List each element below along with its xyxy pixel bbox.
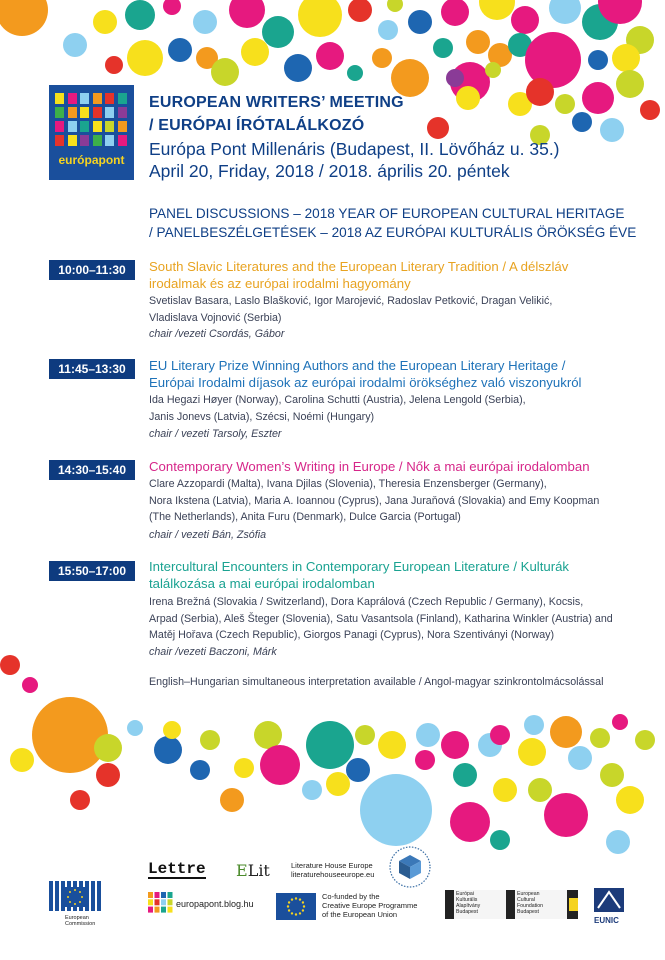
interpretation-note: English–Hungarian simultaneous interpretation available / Angol-magyar szinkrontolmácsolással [149,676,604,688]
logo-square [80,107,89,118]
logo-square [93,135,102,146]
eu-star [288,909,290,911]
europapont-blog-link[interactable]: europapont.blog.hu [176,899,254,909]
eu-flag-icon [276,893,316,920]
decorative-dot [347,65,363,81]
decorative-dot [284,54,312,82]
logo-square [80,121,89,132]
decorative-dot [163,0,181,15]
logo-square [93,121,102,132]
mini-logo-square [161,892,166,898]
mini-logo-square [155,892,160,898]
decorative-dot [168,38,192,62]
eunic-label: EUNIC [594,916,619,925]
decorative-dot [254,721,282,749]
decorative-dot [550,716,582,748]
decorative-dot [616,786,644,814]
event-title-hu: / EURÓPAI ÍRÓTALÁLKOZÓ [149,117,365,134]
mini-logo-square [155,907,160,913]
logo-color-grid [55,93,128,149]
session-time-badge: 11:45–13:30 [49,359,135,379]
session-title: Intercultural Encounters in Contemporary European Literature / Kulturák találkozása a mai európai irodalomban [149,559,570,591]
logo-square [105,107,114,118]
logo-square [55,121,64,132]
decorative-dot [96,763,120,787]
decorative-dot [588,50,608,70]
decorative-dot [416,723,440,747]
logo-square [68,107,77,118]
decorative-dot [326,772,350,796]
decorative-dot [612,44,640,72]
event-date: April 20, Friday, 2018 / 2018. április 20. péntek [149,161,510,181]
session-title: EU Literary Prize Winning Authors and the European Literary Heritage / Európai Irodalmi díjasok az európai irodalmi örökséghez való viszonyukról [149,358,582,390]
lettre-logo: Lettre [148,860,206,878]
mini-logo-square [148,899,153,905]
decorative-dot [70,790,90,810]
logo-square [55,93,64,104]
decorative-dot [316,42,344,70]
decorative-dot [590,728,610,748]
session-speakers: Irena Brežná (Slovakia / Switzerland), Dora Kaprálová (Czech Republic / Germany), Kocsis, Arpad (Serbia), Aleš Šteger (Slovenia), Satu Vasantsola (Finland), Katharina Winkler (Austria) and Matěj Hořava (Czech Republic), Giorgos Panagi (Cyprus), Nora Szentiványi (Norway) [149,596,613,641]
decorative-dot [127,720,143,736]
mini-logo-square [148,907,153,913]
mini-logo-square [168,892,173,898]
decorative-dot [93,10,117,34]
decorative-dot [260,745,300,785]
session-title: South Slavic Literatures and the European Literary Tradition / A délszláv irodalmak és az európai irodalmi hagyomány [149,259,569,291]
decorative-dot [456,86,480,110]
mini-logo-square [161,899,166,905]
decorative-dot [415,750,435,770]
decorative-dot [525,32,581,88]
decorative-dot [511,6,539,34]
decorative-dot [524,715,544,735]
decorative-dot [600,118,624,142]
decorative-dot [490,725,510,745]
panel-heading-hu: / PANELBESZÉLGETÉSEK – 2018 AZ EURÓPAI KULTURÁLIS ÖRÖKSÉG ÉVE [149,225,637,240]
decorative-dot [154,736,182,764]
eu-star [291,912,293,914]
logo-square [118,121,127,132]
eunic-logo-icon [594,888,624,912]
session-chair: chair /vezeti Csordás, Gábor [149,328,285,340]
decorative-dot [63,33,87,57]
round-emblem-logo [388,845,432,889]
decorative-dot [241,38,269,66]
logo-square [68,135,77,146]
decorative-dot [105,56,123,74]
decorative-dot [163,721,181,739]
decorative-dot [450,802,490,842]
session-speakers: Clare Azzopardi (Malta), Ivana Djilas (Slovenia), Theresia Enzensberger (Germany), Nora Ikstena (Latvia), Maria A. Ioannou (Cyprus), Jana Juraňová (Slovakia) and Emy Koopman (The Netherlands), Anita Furu (Denmark), Dulce Garcia (Portugal) [149,478,600,523]
logo-square [118,135,127,146]
logo-square [68,93,77,104]
mini-logo-square [168,899,173,905]
mini-logo-square [161,907,166,913]
decorative-dot [306,721,354,769]
decorative-dot [518,738,546,766]
decorative-dot [427,117,449,139]
decorative-dot [234,758,254,778]
decorative-dot [582,82,614,114]
session-chair: chair /vezeti Baczoni, Márk [149,646,277,658]
eu-star [299,898,301,900]
decorative-dot [262,16,294,48]
eu-star [299,912,301,914]
decorative-dot [408,10,432,34]
ec-caption: European Commission [65,915,96,927]
decorative-dot [616,70,644,98]
decorative-dot [555,94,575,114]
eu-star [302,901,304,903]
decorative-dot [446,69,464,87]
decorative-dot [190,760,210,780]
logo-square [118,107,127,118]
eu-star [295,913,297,915]
decorative-dot [600,763,624,787]
decorative-dot [0,0,48,36]
eu-star [288,901,290,903]
decorative-dot [346,758,370,782]
session-time-badge: 15:50–17:00 [49,561,135,581]
decorative-dot [526,78,554,106]
decorative-dot [549,0,581,24]
eu-star [291,898,293,900]
logo-square [80,135,89,146]
eu-star [295,897,297,899]
literature-house-text: Literature House Europe literaturehouseeurope.eu [291,861,375,879]
decorative-dot [94,734,122,762]
decorative-dot [441,0,469,26]
decorative-dot [360,774,432,846]
panel-heading-en: PANEL DISCUSSIONS – 2018 YEAR OF EUROPEAN CULTURAL HERITAGE [149,206,625,221]
decorative-dot [22,677,38,693]
mini-logo-square [148,892,153,898]
decorative-dot [640,100,660,120]
decorative-dot [493,778,517,802]
event-title-en: EUROPEAN WRITERS’ MEETING [149,94,404,111]
co-funded-text: Co-funded by the Creative Europe Programme of the European Union [322,892,418,919]
logo-square [55,107,64,118]
logo-square [93,107,102,118]
decorative-dot [635,730,655,750]
decorative-dot [466,30,490,54]
mini-logo-square [155,899,160,905]
logo-square [105,93,114,104]
europapont-logo [49,85,134,180]
europapont-small-logo [148,892,174,914]
eu-star [303,905,305,907]
logo-square [55,135,64,146]
logo-wordmark: európapont [58,153,125,167]
decorative-dot [490,830,510,850]
cultural-foundation-logo: Európai Kulturális Alapítvány Budapest European Cultural Foundation Budapest [445,890,578,919]
decorative-dot [572,112,592,132]
session-chair: chair / vezeti Tarsoly, Eszter [149,428,282,440]
decorative-dot [229,0,265,28]
eu-star [302,909,304,911]
decorative-dot [441,731,469,759]
decorative-dot [220,788,244,812]
decorative-dot [302,780,322,800]
decorative-dot [479,0,515,20]
logo-square [80,93,89,104]
eu-star [287,905,289,907]
session-chair: chair / vezeti Bán, Zsófia [149,529,267,541]
session-time-badge: 14:30–15:40 [49,460,135,480]
decorative-dot [528,778,552,802]
logo-square [105,121,114,132]
decorative-dot [612,714,628,730]
session-speakers: Ida Hegazi Høyer (Norway), Carolina Schutti (Austria), Jelena Lengold (Serbia), Janis Jonevs (Latvia), Szécsi, Noémi (Hungary) [149,394,526,423]
decorative-dot [200,730,220,750]
mini-logo-square [168,907,173,913]
decorative-dot [544,793,588,837]
decorative-dot [453,763,477,787]
decorative-dot [568,746,592,770]
elit-logo: ELit [236,861,270,880]
logo-square [93,93,102,104]
decorative-dot [0,655,20,675]
decorative-dot [127,40,163,76]
decorative-dot [211,58,239,86]
decorative-dot [372,48,392,68]
decorative-dot [32,697,108,773]
decorative-dot [10,748,34,772]
decorative-dot [298,0,342,37]
decorative-dot [606,830,630,854]
decorative-dot [193,10,217,34]
decorative-dot [485,62,501,78]
session-speakers: Svetislav Basara, Laslo Blašković, Igor Marojević, Radoslav Petković, Dragan Velikić, Vladislava Vojnović (Serbia) [149,295,553,324]
event-venue: Európa Pont Millenáris (Budapest, II. Lövőház u. 35.) [149,139,560,159]
session-title: Contemporary Women’s Writing in Europe / Nők a mai európai irodalomban [149,459,590,474]
decorative-dot [348,0,372,22]
session-time-badge: 10:00–11:30 [49,260,135,280]
logo-square [118,93,127,104]
decorative-dot [391,59,429,97]
decorative-dot [378,731,406,759]
decorative-dot [433,38,453,58]
decorative-dot [125,0,155,30]
decorative-dot [378,20,398,40]
decorative-dot [387,0,403,12]
logo-square [105,135,114,146]
logo-square [68,121,77,132]
decorative-dot [355,725,375,745]
